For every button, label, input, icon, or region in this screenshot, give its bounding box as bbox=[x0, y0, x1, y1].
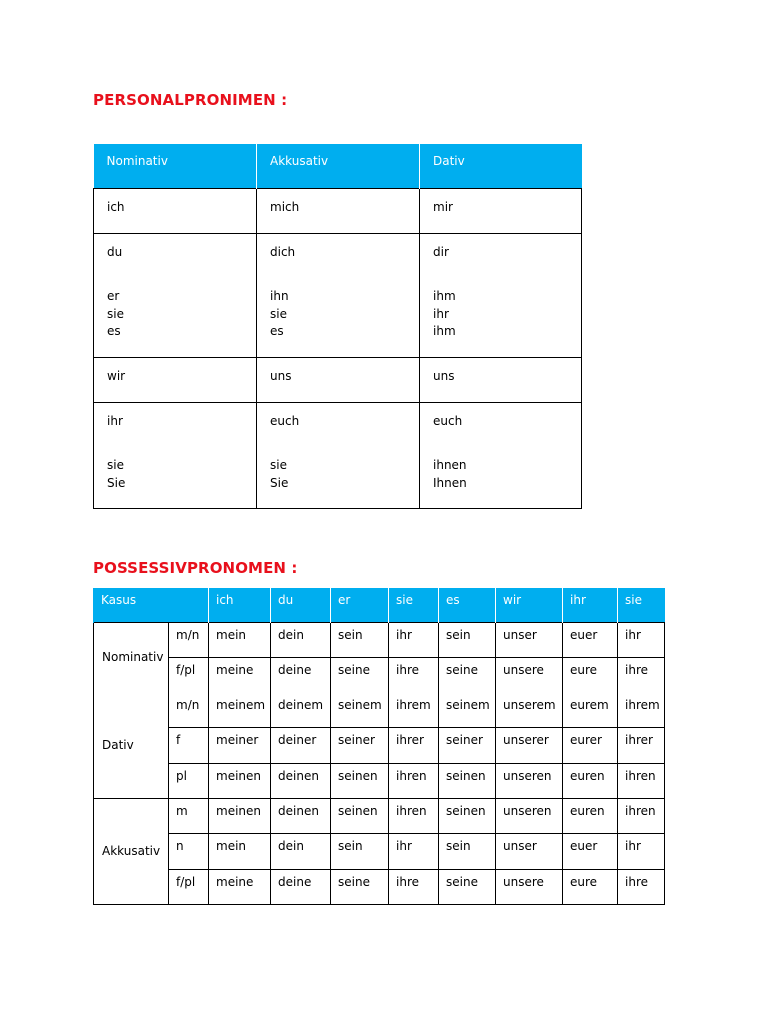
possessive-form: sein bbox=[331, 622, 389, 657]
possessive-form: deine bbox=[271, 657, 331, 692]
pronoun: euch bbox=[270, 413, 300, 428]
pronoun: es bbox=[107, 324, 121, 338]
possessive-form: seine bbox=[331, 657, 389, 692]
pronoun: sie bbox=[107, 306, 124, 321]
header-akkusativ: Akkusativ bbox=[257, 144, 420, 188]
gender-label: f bbox=[169, 728, 209, 763]
cell-dat bbox=[420, 233, 582, 357]
cell-akk bbox=[257, 402, 420, 508]
header-kasus: Kasus bbox=[94, 588, 209, 622]
possessive-form: euren bbox=[563, 763, 618, 798]
header-wir: wir bbox=[496, 588, 563, 622]
possessive-form: euren bbox=[563, 798, 618, 833]
pronoun: mich bbox=[270, 199, 300, 214]
header-sie-pl: sie bbox=[618, 588, 665, 622]
gender-label: m/n bbox=[169, 693, 209, 728]
possessive-form: seinen bbox=[331, 798, 389, 833]
table-row bbox=[94, 657, 665, 692]
table-row bbox=[94, 728, 665, 763]
pronoun: dich bbox=[270, 244, 296, 259]
pronoun: uns bbox=[270, 368, 292, 383]
possessive-form: mein bbox=[209, 622, 271, 657]
header-es: es bbox=[439, 588, 496, 622]
personalpronomen-table bbox=[93, 144, 582, 509]
possessive-form: eurem bbox=[563, 693, 618, 728]
gender-label: f/pl bbox=[169, 869, 209, 904]
pronoun: ihr bbox=[433, 306, 449, 321]
case-label: Akkusativ bbox=[94, 798, 169, 904]
possessive-form: sein bbox=[439, 622, 496, 657]
header-dativ: Dativ bbox=[420, 144, 582, 188]
possessive-form: deinem bbox=[271, 693, 331, 728]
pronoun: dir bbox=[433, 244, 449, 259]
header-ich: ich bbox=[209, 588, 271, 622]
gender-label: pl bbox=[169, 763, 209, 798]
possessive-form: ihrem bbox=[389, 693, 439, 728]
possessivpronomen-table bbox=[93, 588, 665, 905]
cell-dat bbox=[420, 402, 582, 508]
possessive-form: meine bbox=[209, 657, 271, 692]
cell-akk bbox=[257, 357, 420, 402]
pronoun: wir bbox=[107, 368, 126, 383]
possessive-form: unseren bbox=[496, 798, 563, 833]
possessive-form: seinen bbox=[331, 763, 389, 798]
cell-akk bbox=[257, 188, 420, 233]
pronoun: er bbox=[107, 289, 120, 303]
possessive-form: eurer bbox=[563, 728, 618, 763]
personalpronomen-heading: PERSONALPRONIMEN : bbox=[93, 91, 288, 109]
pronoun: es bbox=[270, 324, 284, 338]
header-nominativ: Nominativ bbox=[94, 144, 257, 188]
pronoun: Ihnen bbox=[433, 475, 467, 490]
gender-label: n bbox=[169, 834, 209, 869]
case-label: Nominativ bbox=[94, 622, 169, 693]
pronoun: ihr bbox=[107, 413, 123, 428]
cell-akk bbox=[257, 233, 420, 357]
table-row bbox=[94, 834, 665, 869]
possessive-form: deine bbox=[271, 869, 331, 904]
pronoun: ich bbox=[107, 199, 125, 214]
possessive-form: meinem bbox=[209, 693, 271, 728]
possessive-form: sein bbox=[331, 834, 389, 869]
pronoun: ihn bbox=[270, 289, 289, 303]
possessive-form: ihren bbox=[389, 798, 439, 833]
table-row bbox=[94, 357, 582, 402]
cell-dat bbox=[420, 357, 582, 402]
table-row bbox=[94, 402, 582, 508]
possessive-form: unsere bbox=[496, 657, 563, 692]
possessive-form: ihrer bbox=[618, 728, 665, 763]
pronoun: sie bbox=[270, 458, 287, 472]
possessive-form: sein bbox=[439, 834, 496, 869]
possessive-form: deiner bbox=[271, 728, 331, 763]
table-row bbox=[94, 869, 665, 904]
possessive-form: ihren bbox=[618, 798, 665, 833]
table-row bbox=[94, 798, 665, 833]
header-sie: sie bbox=[389, 588, 439, 622]
possessivpronomen-heading: POSSESSIVPRONOMEN : bbox=[93, 559, 298, 577]
possessive-form: seine bbox=[439, 657, 496, 692]
cell-nom bbox=[94, 357, 257, 402]
possessive-form: ihre bbox=[618, 657, 665, 692]
possessive-form: ihr bbox=[618, 622, 665, 657]
possessive-form: ihren bbox=[389, 763, 439, 798]
gender-label: f/pl bbox=[169, 657, 209, 692]
possessive-form: seinem bbox=[331, 693, 389, 728]
possessive-form: mein bbox=[209, 834, 271, 869]
header-er: er bbox=[331, 588, 389, 622]
possessive-form: seine bbox=[439, 869, 496, 904]
gender-label: m/n bbox=[169, 622, 209, 657]
possessive-form: seinem bbox=[439, 693, 496, 728]
table-row bbox=[94, 693, 665, 728]
cell-nom bbox=[94, 233, 257, 357]
possessive-form: meinen bbox=[209, 763, 271, 798]
table-row bbox=[94, 763, 665, 798]
possessive-form: seiner bbox=[331, 728, 389, 763]
possessive-form: ihren bbox=[618, 763, 665, 798]
possessive-form: ihre bbox=[389, 657, 439, 692]
possessive-form: ihrem bbox=[618, 693, 665, 728]
header-du: du bbox=[271, 588, 331, 622]
possessive-form: meine bbox=[209, 869, 271, 904]
pronoun: Sie bbox=[107, 475, 126, 490]
pronoun: ihnen bbox=[433, 458, 467, 472]
possessive-form: unserem bbox=[496, 693, 563, 728]
pronoun: mir bbox=[433, 199, 453, 214]
header-ihr: ihr bbox=[563, 588, 618, 622]
pronoun: Sie bbox=[270, 475, 289, 490]
possessive-form: deinen bbox=[271, 798, 331, 833]
possessive-form: seiner bbox=[439, 728, 496, 763]
case-label: Dativ bbox=[94, 693, 169, 799]
possessive-form: ihrer bbox=[389, 728, 439, 763]
possessive-form: seinen bbox=[439, 798, 496, 833]
possessive-form: unser bbox=[496, 834, 563, 869]
possessive-form: unserer bbox=[496, 728, 563, 763]
possessive-form: eure bbox=[563, 869, 618, 904]
pronoun: uns bbox=[433, 368, 455, 383]
possessive-form: ihre bbox=[389, 869, 439, 904]
possessive-form: unseren bbox=[496, 763, 563, 798]
pronoun: du bbox=[107, 244, 123, 259]
pronoun: ihm bbox=[433, 289, 456, 303]
pronoun: sie bbox=[270, 306, 287, 321]
possessive-form: eure bbox=[563, 657, 618, 692]
possessive-form: ihr bbox=[618, 834, 665, 869]
possessive-form: meinen bbox=[209, 798, 271, 833]
cell-nom bbox=[94, 402, 257, 508]
possessive-form: euer bbox=[563, 834, 618, 869]
possessive-form: ihr bbox=[389, 834, 439, 869]
possessive-form: unsere bbox=[496, 869, 563, 904]
possessive-form: seine bbox=[331, 869, 389, 904]
possessive-form: meiner bbox=[209, 728, 271, 763]
possessive-form: euer bbox=[563, 622, 618, 657]
pronoun: sie bbox=[107, 458, 124, 472]
possessive-form: unser bbox=[496, 622, 563, 657]
possessive-form: ihr bbox=[389, 622, 439, 657]
table-row bbox=[94, 188, 582, 233]
table-row bbox=[94, 233, 582, 357]
possessive-form: seinen bbox=[439, 763, 496, 798]
cell-dat bbox=[420, 188, 582, 233]
pronoun: euch bbox=[433, 413, 463, 428]
pronoun: ihm bbox=[433, 324, 456, 338]
possessive-form: deinen bbox=[271, 763, 331, 798]
table-row bbox=[94, 622, 665, 657]
possessive-form: ihre bbox=[618, 869, 665, 904]
possessive-form: dein bbox=[271, 622, 331, 657]
possessive-form: dein bbox=[271, 834, 331, 869]
cell-nom bbox=[94, 188, 257, 233]
gender-label: m bbox=[169, 798, 209, 833]
